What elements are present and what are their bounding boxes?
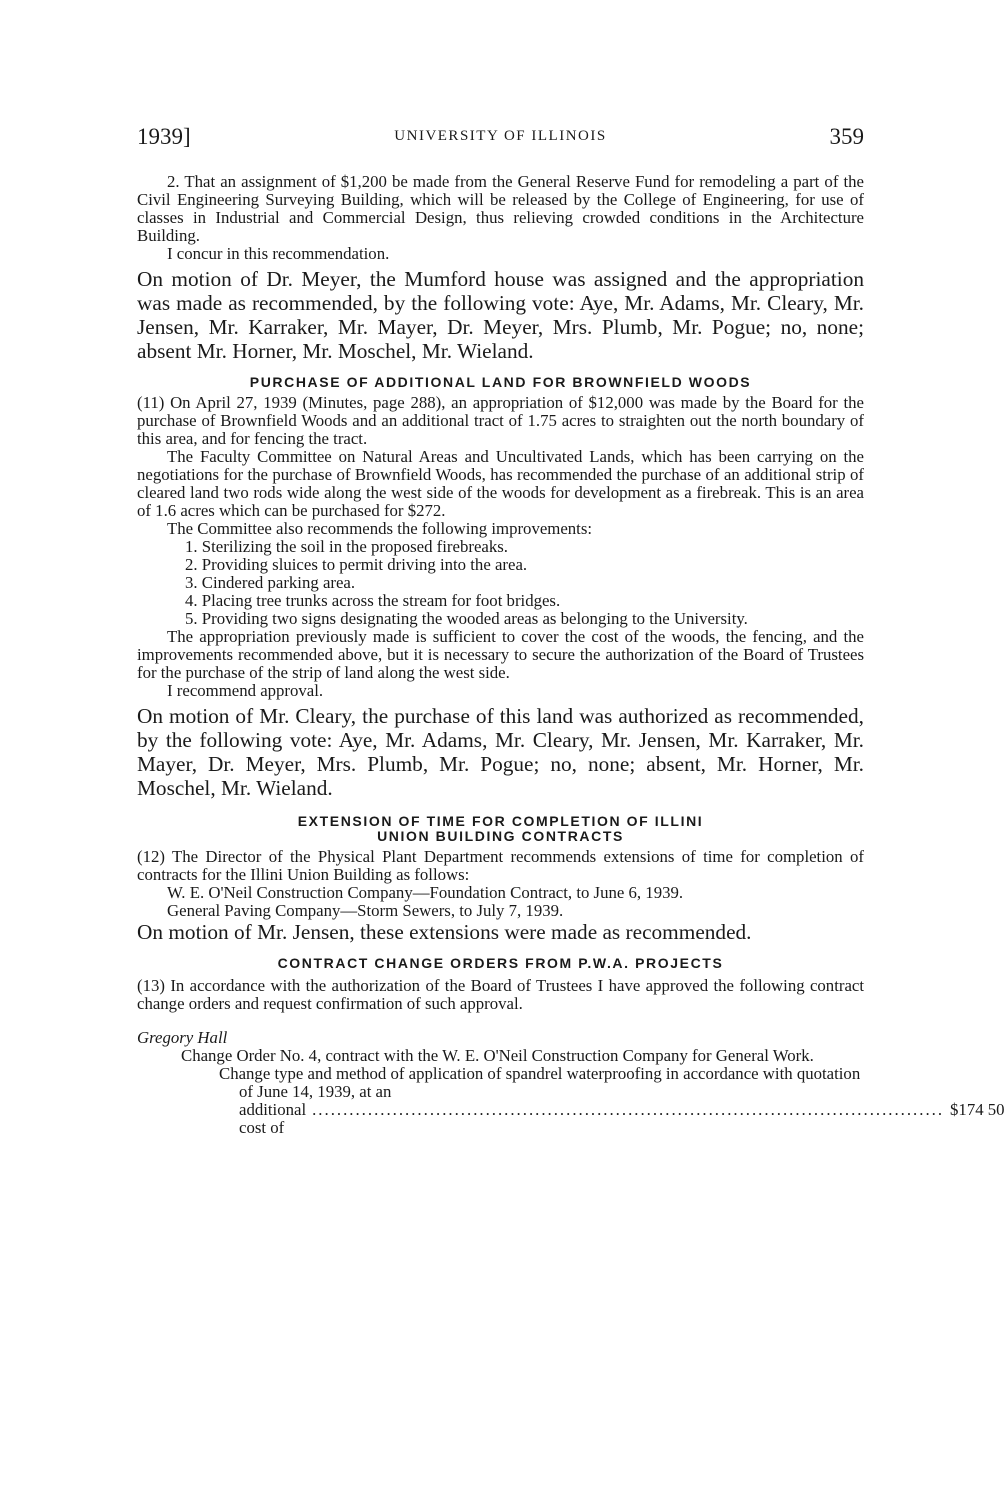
paragraph-11-appropriation: The appropriation previously made is sufficient to cover the cost of the woods, the fencing, and the improvements recommended above, but it is necessary to secure the authorization of the Board of Trustees for the purchase of the strip of land along the west side. bbox=[137, 627, 864, 682]
section-heading-illini-union-line2: UNION BUILDING CONTRACTS bbox=[377, 828, 624, 844]
motion-mumford-house: On motion of Dr. Meyer, the Mumford house was assigned and the appropriation was made as recommended, by the following vote: Aye, Mr. Adams, Mr. Cleary, Mr. Jensen, Mr. Karraker, Mr. Mayer, Dr. Meyer, Mrs. Plumb, Mr. Pogue; no, none; absent Mr. Horner, Mr. Moschel, Mr. Wieland. bbox=[137, 267, 864, 363]
motion-extensions: On motion of Mr. Jensen, these extensions were made as recommended. bbox=[137, 920, 752, 944]
page-body bbox=[137, 172, 1005, 1137]
extension-item: General Paving Company—Storm Sewers, to July 7, 1939. bbox=[167, 901, 564, 920]
list-item: 5. Providing two signs designating the wooded areas as belonging to the University. bbox=[185, 609, 748, 628]
concur-statement: I concur in this recommendation. bbox=[167, 244, 390, 263]
cost-amount: $174 50 bbox=[950, 1100, 1005, 1119]
header-year: 1939] bbox=[137, 124, 191, 149]
list-item: 1. Sterilizing the soil in the proposed firebreaks. bbox=[185, 537, 508, 556]
paragraph-11: (11) On April 27, 1939 (Minutes, page 288), an appropriation of $12,000 was made by the Board for the purchase of Brownfield Woods and an additional tract of 1.75 acres to straighten out the north boundary of this area, and for fencing the tract. bbox=[137, 393, 864, 448]
dot-leader: ...................................................................................................... bbox=[312, 1100, 945, 1119]
subheading-gregory-hall: Gregory Hall bbox=[137, 1028, 228, 1047]
change-order-detail: Change type and method of application of spandrel waterproofing in accordance with quotation of June 14, 1939, at an bbox=[219, 1064, 861, 1101]
paragraph-11-committee: The Faculty Committee on Natural Areas and Uncultivated Lands, which has been carrying on the negotiations for the purchase of Brownfield Woods, has recommended the purchase of an additional strip of cleared land two rods wide along the west side of the woods for development as a firebreak. This is an area of 1.6 acres which can be purchased for $272. bbox=[137, 447, 864, 520]
paragraph-13: (13) In accordance with the authorization of the Board of Trustees I have approved the following contract change orders and request confirmation of such approval. bbox=[137, 976, 864, 1013]
paragraph-12: (12) The Director of the Physical Plant Department recommends extensions of time for completion of contracts for the Illini Union Building as follows: bbox=[137, 847, 864, 884]
section-heading-pwa-change-orders: CONTRACT CHANGE ORDERS FROM P.W.A. PROJECTS bbox=[277, 955, 724, 971]
paragraph-11-improvements-intro: The Committee also recommends the following improvements: bbox=[167, 519, 593, 538]
change-order-cost-line bbox=[137, 1100, 1005, 1137]
header-title: UNIVERSITY OF ILLINOIS bbox=[394, 128, 607, 144]
list-item: 3. Cindered parking area. bbox=[185, 573, 356, 592]
list-item: 4. Placing tree trunks across the stream for foot bridges. bbox=[185, 591, 561, 610]
running-header bbox=[137, 124, 864, 154]
extension-item: W. E. O'Neil Construction Company—Foundation Contract, to June 6, 1939. bbox=[167, 883, 684, 902]
page-number: 359 bbox=[829, 124, 864, 149]
section-heading-illini-union-line1: EXTENSION OF TIME FOR COMPLETION OF ILLINI bbox=[297, 813, 704, 829]
recommend-statement: I recommend approval. bbox=[167, 681, 324, 700]
improvements-list bbox=[137, 538, 864, 628]
cost-label: additional cost of bbox=[239, 1100, 307, 1137]
section-heading-brownfield: PURCHASE OF ADDITIONAL LAND FOR BROWNFIELD WOODS bbox=[249, 374, 752, 390]
recommendation-item-2: 2. That an assignment of $1,200 be made from the General Reserve Fund for remodeling a part of the Civil Engineering Surveying Building, which will be released by the College of Engineering, for use of classes in Industrial and Commercial Design, thus relieving crowded conditions in the Architecture Building. bbox=[137, 172, 864, 245]
motion-brownfield-purchase: On motion of Mr. Cleary, the purchase of this land was authorized as recommended, by the following vote: Aye, Mr. Adams, Mr. Cleary, Mr. Jensen, Mr. Karraker, Mr. Mayer, Dr. Meyer, Mrs. Plumb, Mr. Pogue; no, none; absent, Mr. Horner, Mr. Moschel, Mr. Wieland. bbox=[137, 704, 864, 800]
change-order-title: Change Order No. 4, contract with the W. E. O'Neil Construction Company for General Work. bbox=[181, 1046, 814, 1065]
list-item: 2. Providing sluices to permit driving into the area. bbox=[185, 555, 528, 574]
